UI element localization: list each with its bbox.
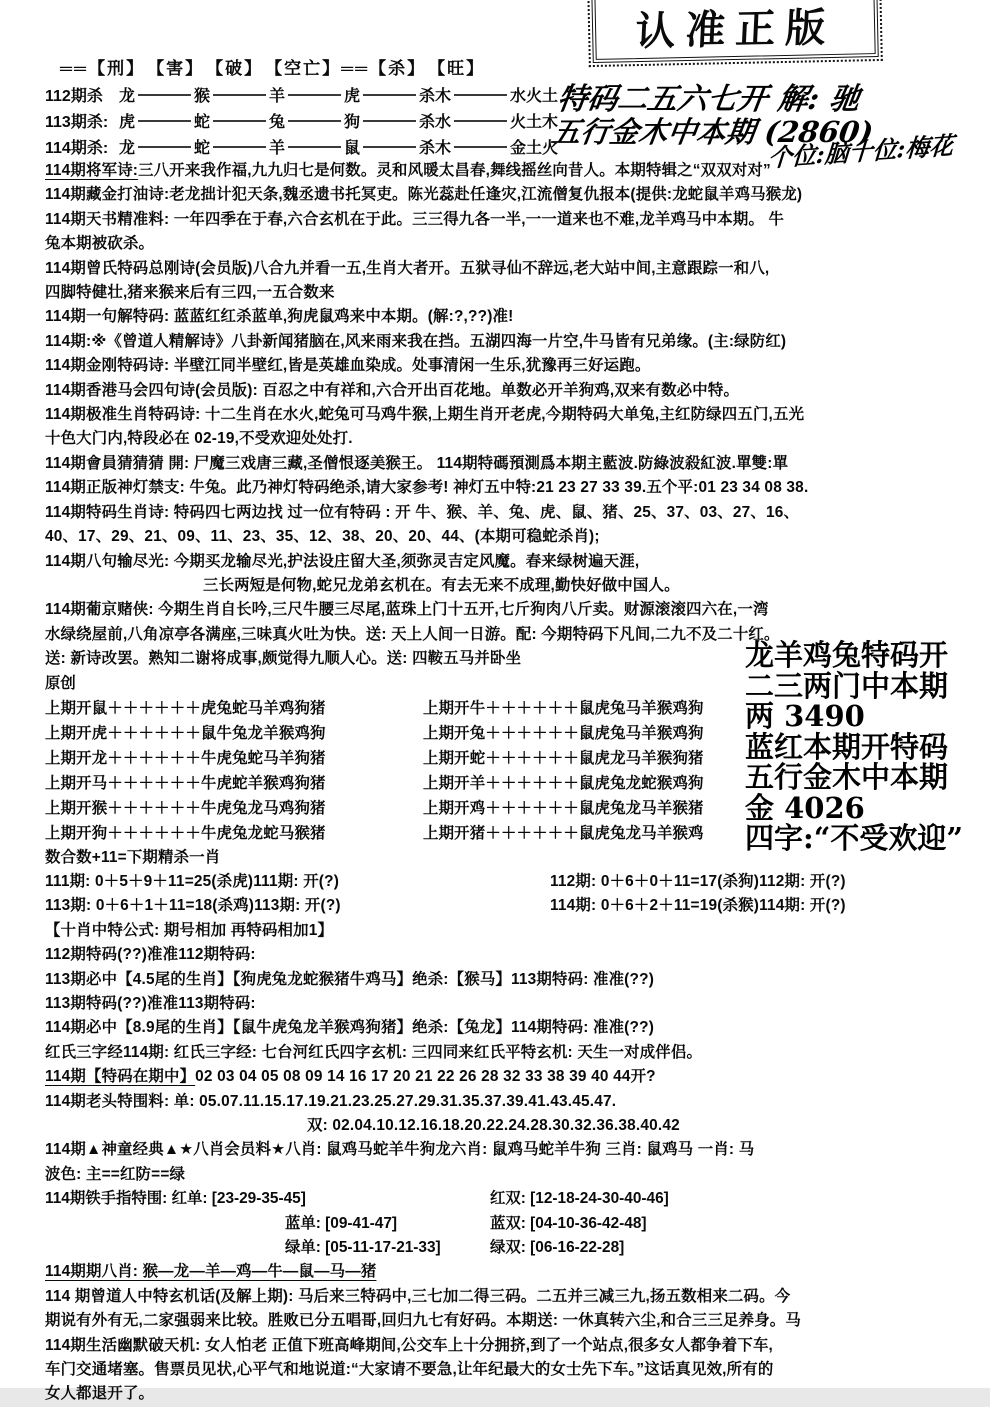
kill-table-header: ══【刑】 【害】 【破】 【空亡】══【杀】 【旺】	[60, 59, 486, 78]
predictions-section	[45, 919, 972, 1187]
text-line: 114期香港马会四句诗(会员版): 百忍之中有祥和,六合开出百花地。单数必开羊狗鸡,双来有数必中特。	[45, 381, 740, 399]
rule-line	[454, 120, 507, 122]
formula-line: 112期: 0＋6＋0＋11=17(杀狗)112期: 开(?)	[550, 872, 846, 890]
rule-line	[288, 94, 341, 96]
text-line-underlined: 114期将军诗:	[45, 162, 139, 179]
text-line: 114期一句解特码: 蓝蓝红红杀蓝单,狗虎鼠鸡来中本期。(解:?,??)准!	[45, 308, 514, 326]
text-line: 114期天书精准料: 一年四季在于春,六合玄机在于此。三三得九各一半,一一道来也不难,龙羊鸡马中本期。 牛	[45, 210, 785, 228]
text-line: 波色: 主==红防==绿	[45, 1165, 186, 1183]
kill-table	[45, 81, 972, 159]
text-line: 112期特码(??)准准112期特码:	[45, 946, 256, 964]
yuanchuang-line: 上期开鼠＋＋＋＋＋＋虎兔蛇马羊鸡狗猪	[45, 699, 326, 717]
text-line: 114期▲神童经典▲★八肖会员料★八肖: 鼠鸡马蛇羊牛狗龙六肖: 鼠鸡马蛇羊牛狗 三肖: 鼠鸡马 一肖: 马	[45, 1141, 755, 1159]
text-line: 40、17、29、21、09、11、23、35、12、38、20、20、44、(本期可稳蛇杀肖);	[45, 528, 600, 546]
text-line: 红氏三字经114期: 红氏三字经: 七台河红氏四字玄机: 三四同来红氏平特玄机: 天生一对成伴侣。	[45, 1043, 703, 1061]
sidebar-line: 蓝红本期开特码	[745, 729, 949, 764]
kill-row	[45, 133, 560, 159]
text-line: 114期會員猜猜猜 開: 尸魔三戏唐三藏,圣僧恨逐美猴王。 114期特碼預測爲本期主藍波.防綠波殺紅波.單雙:單	[45, 454, 789, 472]
sidebar-line: 二三两门中本期	[745, 668, 949, 703]
yuanchuang-line: 上期开龙＋＋＋＋＋＋牛虎兔蛇马羊狗猪	[45, 749, 326, 767]
formula-line: 114期: 0＋6＋2＋11=19(杀猴)114期: 开(?)	[550, 897, 846, 915]
kill-cell: 羊	[269, 87, 286, 105]
rule-line	[363, 120, 416, 122]
sidebar-line: 龙羊鸡兔特码开	[745, 638, 949, 672]
text-line: 女人都退开了。	[45, 1385, 155, 1403]
text-line: 车门交通堵塞。售票员见状,心平气和地说道:“大家请不要急,让年纪最大的女士先下车。”这话真见效,所有的	[45, 1361, 774, 1379]
kill-cell: 杀木	[419, 87, 452, 105]
kill-cell: 杀水	[419, 113, 452, 131]
sidebar-line: 四字:“不受欢迎”	[745, 821, 964, 855]
stamp-text: 认准正版	[634, 3, 837, 56]
yuanchuang-grid	[45, 696, 972, 846]
text-line: 114 期曾道人中特玄机话(及解上期): 马后来三特码中,三七加二得三码。二五并三减三九,扬五数相来二码。今	[45, 1287, 791, 1305]
kill-cell: 杀木	[419, 139, 452, 157]
kill-cell: 兔	[269, 113, 286, 131]
tiefeng-left: 蓝单: [09-41-47]	[285, 1214, 398, 1232]
yuanchuang-line: 上期开虎＋＋＋＋＋＋鼠牛兔龙羊猴鸡狗	[45, 724, 326, 742]
kill-cell: 金土火	[510, 139, 559, 157]
handwritten-note-five-elements: 五行金木中本期 (2860)	[549, 115, 876, 149]
tiefeng-right: 绿双: [06-16-22-28]	[490, 1239, 625, 1257]
text-line: 114期特码生肖诗: 特码四七两边找 过一位有特码 : 开 牛、猴、羊、兔、虎、鼠、猪、25、37、03、27、16、	[45, 503, 800, 521]
kill-cell: 鼠	[344, 139, 361, 157]
sidebar-line: 五行金木中本期	[745, 760, 949, 794]
kill-cell: 蛇	[194, 113, 211, 131]
rule-line	[288, 120, 341, 122]
text-line: 三长两短是何物,蛇兄龙弟玄机在。有去无来不成理,勤快好做中国人。	[203, 576, 680, 594]
text-line-underlined: 114期期八肖: 猴—龙—羊—鸡—牛—鼠—马—猪	[45, 1263, 377, 1281]
text-line: 114期将军诗:三八开来我作福,九九归七是何数。灵和风暖太昌春,舞线摇丝向昔人。本期特辑之“双双对对”	[45, 162, 771, 179]
yuanchuang-line: 上期开鸡＋＋＋＋＋＋鼠虎兔龙马羊猴猪	[423, 799, 704, 817]
sidebar-line: 两 3490	[745, 699, 865, 733]
text-line: 【十肖中特公式: 期号相加 再特码相加1】	[45, 921, 334, 939]
text-line: 114期葡京赌侠: 今期生肖自长吟,三尺牛腰三尽尾,蓝珠上门十五开,七斤狗肉八斤卖。财源滚滚四六在,一湾	[45, 601, 769, 619]
kill-cell: 水火土	[510, 87, 559, 105]
text-line: 114期正版神灯禁支: 牛兔。此乃神灯特码绝杀,请大家参考! 神灯五中特:21 23 27 33 39.五个平:01 23 34 08 38.	[45, 479, 809, 497]
yuanchuang-line: 上期开蛇＋＋＋＋＋＋鼠虎龙马羊猴狗猪	[423, 749, 704, 767]
rule-line	[454, 94, 507, 96]
kill-cell: 火土木	[510, 113, 559, 131]
rule-line	[454, 146, 507, 148]
formula-line: 111期: 0＋5＋9＋11=25(杀虎)111期: 开(?)	[45, 872, 340, 890]
text-line: 兔本期被砍杀。	[45, 235, 155, 253]
yuanchuang-line: 上期开猴＋＋＋＋＋＋牛虎兔龙马鸡狗猪	[45, 799, 326, 817]
tiefeng-row	[45, 1212, 972, 1236]
kill-row-label: 113期杀:	[45, 113, 109, 131]
tiefeng-left: 绿单: [05-11-17-21-33]	[285, 1239, 441, 1257]
kill-row-label: 114期杀:	[45, 139, 109, 157]
yuanchuang-line: 上期开猪＋＋＋＋＋＋鼠虎兔龙马羊猴鸡	[423, 824, 704, 842]
yuanchuang-footer: 数合数+11=下期精杀一肖	[45, 848, 221, 866]
rule-line	[213, 146, 266, 148]
text-line: 113期必中【4.5尾的生肖】【狗虎兔龙蛇猴猪牛鸡马】绝杀:【猴马】113期特码: 准准(??)	[45, 970, 655, 988]
poems-section	[45, 159, 972, 672]
kill-cell: 虎	[119, 113, 136, 131]
yuanchuang-line: 上期开狗＋＋＋＋＋＋牛虎兔龙蛇马猴猪	[45, 824, 326, 842]
text-line: 113期特码(??)准准113期特码:	[45, 994, 256, 1012]
tiefeng-row	[45, 1236, 972, 1260]
rule-line	[138, 146, 191, 148]
yuanchuang-line: 上期开牛＋＋＋＋＋＋鼠虎兔马羊猴鸡狗	[423, 699, 704, 717]
tiefeng-row	[45, 1187, 972, 1211]
yuanchuang-title: 原创	[45, 674, 76, 692]
kill-cell: 猴	[194, 87, 211, 105]
rule-line	[138, 94, 191, 96]
text-line: 114期:※《曾道人精解诗》八卦新闻猪脑在,风来雨来我在挡。五湖四海一片空,牛马皆有兄弟缘。(主:绿防红)	[45, 332, 787, 350]
kill-cell: 虎	[344, 87, 361, 105]
kill-row-label: 112期杀	[45, 87, 103, 105]
text-line: 十色大门内,特段必在 02-19,不受欢迎处处打.	[45, 430, 353, 448]
kill-cell: 狗	[344, 113, 361, 131]
text-line: 期说有外有无,二家强弱来比较。胜败已分五唱哥,回归九七有好码。本期送: 一休真转六尘,和合三三足养身。马	[45, 1312, 801, 1330]
text-line: 水绿绕屋前,八角凉亭各满座,三味真火吐为快。送: 天上人间一日游。配: 今期特码下凡间,二九不及二十红。	[45, 625, 780, 643]
kill-row	[45, 81, 560, 107]
text-line: 双: 02.04.10.12.16.18.20.22.24.28.30.32.36.38.40.42	[307, 1117, 680, 1134]
rule-line	[213, 94, 266, 96]
tiefeng-left: 114期铁手指特围: 红单: [23-29-35-45]	[45, 1190, 306, 1208]
kill-cell: 龙	[119, 139, 136, 157]
kill-row	[45, 107, 560, 133]
rule-line	[363, 146, 416, 148]
formula-section	[45, 870, 972, 919]
bottom-section	[45, 1260, 972, 1406]
text-line: 114期必中【8.9尾的生肖】【鼠牛虎兔龙羊猴鸡狗猪】绝杀:【兔龙】114期特码: 准准(??)	[45, 1019, 655, 1037]
tiefeng-right: 蓝双: [04-10-36-42-48]	[490, 1214, 647, 1232]
tiefeng-right: 红双: [12-18-24-30-40-46]	[490, 1190, 669, 1208]
text-line: 送: 新诗改罢。熟知二谢将成事,颇觉得九顺人心。送: 四鞍五马并卧坐	[45, 650, 522, 668]
tiefeng-section	[45, 1187, 972, 1260]
text-line: 114期曾氏特码总刚诗(会员版)八合九并看一五,生肖大者开。五狱寻仙不辞远,老大站中间,主意跟踪一和八,	[45, 259, 770, 277]
yuanchuang-line: 上期开兔＋＋＋＋＋＋鼠虎兔马羊猴鸡狗	[423, 724, 704, 742]
kill-cell: 蛇	[194, 139, 211, 157]
text-line	[45, 1260, 972, 1284]
text-line: 114期老头特围料: 单: 05.07.11.15.17.19.21.23.25.27.29.31.35.37.39.41.43.45.47.	[45, 1092, 617, 1110]
text-line: 四脚特健壮,猪来猴来后有三四,一五合数来	[45, 284, 335, 302]
text-line: 114期【特码在期中】02 03 04 05 08 09 14 16 17 20 21 22 26 28 32 33 38 39 40 44开?	[45, 1068, 656, 1086]
kill-cell: 龙	[119, 87, 136, 105]
text-line: 114期金刚特码诗: 半壁江同半壁红,皆是英雄血染成。处事清闲一生乐,犹豫再三好运跑。	[45, 357, 651, 375]
text-line: 114期藏金打油诗:老龙拙计犯天条,魏丞遗书托冥吏。陈光蕊赴任逢灾,江流僧复仇报本(提供:龙蛇鼠羊鸡马猴龙)	[45, 186, 803, 204]
rule-line	[363, 94, 416, 96]
rule-line	[288, 146, 341, 148]
yuanchuang-line: 上期开羊＋＋＋＋＋＋鼠虎兔龙蛇猴鸡狗	[423, 774, 704, 792]
handwritten-note-special-code: 特码二五六七开 解: 驰	[555, 82, 862, 117]
rule-line	[213, 120, 266, 122]
handwritten-note-digits: 个位:脑十位:梅花	[767, 130, 955, 173]
kill-cell: 羊	[269, 139, 286, 157]
yuanchuang-line: 上期开马＋＋＋＋＋＋牛虎蛇羊猴鸡狗猪	[45, 774, 326, 792]
sidebar-line: 金 4026	[745, 790, 865, 825]
text-line: 114期极准生肖特码诗: 十二生肖在水火,蛇兔可马鸡牛猴,上期生肖开老虎,今期特码大单兔,主红防绿四五门,五光	[45, 406, 805, 424]
text-line: 114期生活幽默破天机: 女人怕老 正值下班高峰期间,公交车上十分拥挤,到了一个站点,很多女人都争着下车,	[45, 1336, 774, 1354]
text-line: 114期八句输尽光: 今期买龙输尽光,护法设庄留大圣,须弥灵吉定风魔。春来绿树遍天涯,	[45, 552, 640, 570]
formula-line: 113期: 0＋6＋1＋11=18(杀鸡)113期: 开(?)	[45, 897, 341, 915]
text-line-underlined: 114期【特码在期中】	[45, 1068, 196, 1086]
rule-line	[138, 120, 191, 122]
